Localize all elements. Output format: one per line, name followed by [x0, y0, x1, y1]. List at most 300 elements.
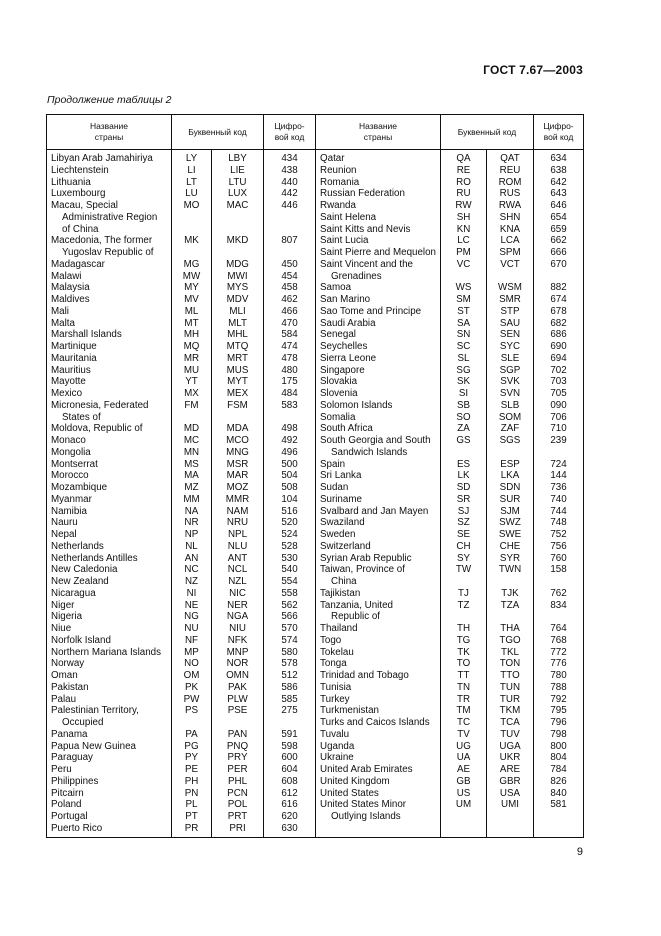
country-name-text: Papua New Guinea: [51, 740, 136, 752]
country-name-right-text: Russian Federation: [320, 188, 405, 200]
alpha3-code-right: SWE: [487, 529, 534, 541]
table-row: [47, 635, 584, 647]
alpha2-code: NF: [172, 635, 212, 647]
country-name-right-text: Singapore: [320, 364, 365, 376]
alpha3-code: LBY: [212, 150, 264, 165]
country-name-right: [316, 506, 441, 518]
numeric-code: 566: [264, 611, 316, 623]
numeric-code-right: [534, 576, 584, 588]
alpha3-code-right: SVK: [487, 376, 534, 388]
table-body: [47, 150, 584, 838]
country-name: [47, 224, 172, 236]
table-row: [47, 247, 584, 259]
country-name: [47, 200, 172, 212]
country-name-right-text: Saint Helena: [320, 211, 377, 223]
table-row: [47, 224, 584, 236]
alpha3-code: MHL: [212, 329, 264, 341]
country-name: [47, 459, 172, 471]
alpha2-code: [172, 212, 212, 224]
alpha2-code: PL: [172, 799, 212, 811]
numeric-code-right: 690: [534, 341, 584, 353]
numeric-code: 175: [264, 376, 316, 388]
header-country-name: Название страны: [47, 115, 172, 150]
table-row: [47, 776, 584, 788]
alpha3-code: [212, 212, 264, 224]
country-name: [47, 177, 172, 189]
alpha2-code: MG: [172, 259, 212, 271]
alpha3-code: NGA: [212, 611, 264, 623]
alpha2-code-right: SG: [441, 365, 487, 377]
alpha3-code: MAR: [212, 470, 264, 482]
header-numeric-code-right: Цифро- вой код: [534, 115, 584, 150]
alpha2-code-right: SZ: [441, 517, 487, 529]
alpha3-code-right: TJK: [487, 588, 534, 600]
alpha3-code-right: SGP: [487, 365, 534, 377]
alpha3-code: MSR: [212, 459, 264, 471]
country-name: [47, 799, 172, 811]
numeric-code-right: 795: [534, 705, 584, 717]
country-name-right-text: United States Minor: [320, 799, 407, 811]
table-row: [47, 165, 584, 177]
alpha3-code: PAN: [212, 729, 264, 741]
country-name-right: [316, 694, 441, 706]
country-name-right-text: Togo: [320, 634, 342, 646]
table-continuation-label: Продолжение таблицы 2: [47, 94, 172, 106]
alpha2-code: NP: [172, 529, 212, 541]
alpha3-code-right: TUN: [487, 682, 534, 694]
table-row: [47, 341, 584, 353]
alpha3-code: NOR: [212, 658, 264, 670]
alpha2-code-right: [441, 447, 487, 459]
alpha2-code-right: SR: [441, 494, 487, 506]
country-name-right-text: South Africa: [320, 423, 373, 435]
numeric-code: 498: [264, 423, 316, 435]
numeric-code: 480: [264, 365, 316, 377]
alpha2-code-right: SN: [441, 329, 487, 341]
alpha2-code-right: SE: [441, 529, 487, 541]
country-name-text: Netherlands: [51, 540, 104, 552]
numeric-code-right: 840: [534, 788, 584, 800]
alpha3-code: MLI: [212, 306, 264, 318]
country-name: [47, 470, 172, 482]
table-row: [47, 294, 584, 306]
table-row: [47, 200, 584, 212]
numeric-code: 508: [264, 482, 316, 494]
alpha3-code-right: LKA: [487, 470, 534, 482]
table-row: [47, 647, 584, 659]
numeric-code-right: 804: [534, 752, 584, 764]
alpha2-code: YT: [172, 376, 212, 388]
alpha3-code-right: KNA: [487, 224, 534, 236]
country-name-right: [316, 376, 441, 388]
country-name-right: [316, 623, 441, 635]
country-name-right-text: Seychelles: [320, 341, 368, 352]
country-name-text: Yugoslav Republic of: [62, 247, 154, 258]
country-name-right-text: Spain: [320, 458, 346, 470]
numeric-code-right: 674: [534, 294, 584, 306]
table-row: [47, 318, 584, 330]
country-name-right-text: Sandwich Islands: [331, 446, 408, 458]
alpha3-code-right: [487, 811, 534, 823]
country-name-right-text: Saudi Arabia: [320, 317, 376, 329]
country-name: [47, 247, 172, 259]
alpha2-code-right: PM: [441, 247, 487, 259]
country-name-text: States of: [62, 411, 101, 423]
country-name-right: [316, 705, 441, 717]
country-name-text: Martinique: [51, 341, 97, 352]
alpha2-code: MD: [172, 423, 212, 435]
country-name-right-text: Switzerland: [320, 540, 371, 552]
numeric-code: 530: [264, 553, 316, 565]
alpha3-code: NRU: [212, 517, 264, 529]
table-row: [47, 823, 584, 837]
alpha2-code: PT: [172, 811, 212, 823]
alpha3-code-right: SLB: [487, 400, 534, 412]
country-name-text: Mexico: [51, 388, 83, 399]
alpha2-code-right: AE: [441, 764, 487, 776]
table-row: [47, 600, 584, 612]
country-name-text: Liechtenstein: [51, 164, 109, 176]
alpha2-code: MT: [172, 318, 212, 330]
numeric-code-right: 090: [534, 400, 584, 412]
numeric-code: 598: [264, 741, 316, 753]
country-name-text: Nicaragua: [51, 587, 96, 599]
numeric-code: 496: [264, 447, 316, 459]
numeric-code: [264, 224, 316, 236]
country-name-right: [316, 400, 441, 412]
table-row: [47, 517, 584, 529]
numeric-code: 520: [264, 517, 316, 529]
country-name-right-text: Saint Pierre and Mequelon: [320, 247, 437, 258]
alpha3-code-right: CHE: [487, 541, 534, 553]
alpha2-code-right: SB: [441, 400, 487, 412]
alpha2-code: LU: [172, 188, 212, 200]
country-name: [47, 600, 172, 612]
country-name: [47, 564, 172, 576]
table-row: [47, 611, 584, 623]
alpha3-code-right: SHN: [487, 212, 534, 224]
numeric-code-right: 788: [534, 682, 584, 694]
numeric-code-right: [534, 271, 584, 283]
country-name-right-text: Uganda: [320, 740, 355, 752]
alpha3-code: LTU: [212, 177, 264, 189]
numeric-code-right: 705: [534, 388, 584, 400]
table-row: [47, 400, 584, 412]
table-row: [47, 329, 584, 341]
country-name-right-text: Slovenia: [320, 388, 358, 399]
country-name: [47, 541, 172, 553]
country-name-right-text: Swaziland: [320, 517, 365, 529]
country-name-right: [316, 212, 441, 224]
alpha2-code: NA: [172, 506, 212, 518]
country-name-right: [316, 150, 441, 165]
country-name-text: Puerto Rico: [51, 822, 103, 834]
numeric-code-right: 646: [534, 200, 584, 212]
table-row: [47, 150, 584, 165]
alpha2-code: PN: [172, 788, 212, 800]
country-name-right: [316, 564, 441, 576]
numeric-code-right: 666: [534, 247, 584, 259]
country-name-right: [316, 435, 441, 447]
alpha2-code: AN: [172, 553, 212, 565]
numeric-code-right: 634: [534, 150, 584, 165]
alpha2-code: NZ: [172, 576, 212, 588]
country-name-right-text: Tuvalu: [320, 728, 350, 740]
country-name-text: Peru: [51, 764, 72, 775]
numeric-code-right: 642: [534, 177, 584, 189]
numeric-code-right: [534, 611, 584, 623]
country-name-right: [316, 553, 441, 565]
country-name-right: [316, 647, 441, 659]
alpha3-code: NAM: [212, 506, 264, 518]
country-name: [47, 729, 172, 741]
numeric-code-right: 638: [534, 165, 584, 177]
alpha3-code-right: [487, 271, 534, 283]
alpha2-code: MM: [172, 494, 212, 506]
table-row: [47, 388, 584, 400]
numeric-code-right: 784: [534, 764, 584, 776]
numeric-code-right: 654: [534, 212, 584, 224]
alpha2-code-right: SA: [441, 318, 487, 330]
alpha3-code: LIE: [212, 165, 264, 177]
alpha2-code-right: UA: [441, 752, 487, 764]
table-row: [47, 459, 584, 471]
country-name: [47, 529, 172, 541]
alpha2-code-right: RU: [441, 188, 487, 200]
alpha2-code-right: RW: [441, 200, 487, 212]
numeric-code-right: 158: [534, 564, 584, 576]
numeric-code: [264, 247, 316, 259]
country-name-text: Marshall Islands: [51, 329, 122, 341]
country-name-text: Portugal: [51, 811, 88, 822]
numeric-code-right: 756: [534, 541, 584, 553]
alpha2-code-right: UM: [441, 799, 487, 811]
country-name: [47, 388, 172, 400]
numeric-code: 591: [264, 729, 316, 741]
country-name-right-text: Tajikistan: [320, 587, 361, 599]
country-name: [47, 482, 172, 494]
country-name-right-text: Republic of: [331, 611, 381, 623]
country-name: [47, 188, 172, 200]
alpha3-code-right: RUS: [487, 188, 534, 200]
numeric-code: 558: [264, 588, 316, 600]
numeric-code-right: 678: [534, 306, 584, 318]
numeric-code-right: 752: [534, 529, 584, 541]
table-header-row: [47, 115, 584, 150]
table-row: [47, 553, 584, 565]
alpha3-code: MYT: [212, 376, 264, 388]
alpha2-code: PR: [172, 823, 212, 837]
country-name-right-text: Somalia: [320, 411, 356, 423]
alpha2-code-right: ST: [441, 306, 487, 318]
country-name-right-text: Saint Lucia: [320, 235, 369, 247]
header-country-name-right: Название страны: [316, 115, 441, 150]
alpha3-code-right: SJM: [487, 506, 534, 518]
numeric-code: 470: [264, 318, 316, 330]
numeric-code: 454: [264, 271, 316, 283]
alpha2-code-right: LC: [441, 235, 487, 247]
alpha3-code: LUX: [212, 188, 264, 200]
alpha3-code: MKD: [212, 235, 264, 247]
country-name-right-text: Tunisia: [320, 681, 352, 693]
numeric-code-right: 834: [534, 600, 584, 612]
alpha3-code-right: TGO: [487, 635, 534, 647]
alpha3-code-right: ARE: [487, 764, 534, 776]
numeric-code-right: 144: [534, 470, 584, 482]
country-name: [47, 365, 172, 377]
numeric-code-right: 800: [534, 741, 584, 753]
country-name: [47, 517, 172, 529]
country-name: [47, 635, 172, 647]
header-alpha-code-right: Буквенный код: [441, 115, 534, 150]
alpha2-code: [172, 247, 212, 259]
table-row: [47, 717, 584, 729]
country-name: [47, 553, 172, 565]
alpha3-code-right: VCT: [487, 259, 534, 271]
country-name: [47, 694, 172, 706]
table-row: [47, 376, 584, 388]
alpha2-code-right: TO: [441, 658, 487, 670]
alpha2-code: NU: [172, 623, 212, 635]
document-code: ГОСТ 7.67—2003: [483, 63, 583, 77]
alpha3-code-right: SUR: [487, 494, 534, 506]
country-name-text: Mayotte: [51, 376, 86, 388]
numeric-code-right: 772: [534, 647, 584, 659]
numeric-code: 554: [264, 576, 316, 588]
country-name-right-text: Syrian Arab Republic: [320, 552, 412, 564]
header-numeric-code: Цифро- вой код: [264, 115, 316, 150]
alpha2-code-right: TM: [441, 705, 487, 717]
alpha2-code: NC: [172, 564, 212, 576]
country-name: [47, 647, 172, 659]
country-name: [47, 752, 172, 764]
country-name-right: [316, 729, 441, 741]
numeric-code: 442: [264, 188, 316, 200]
numeric-code-right: 736: [534, 482, 584, 494]
alpha3-code-right: REU: [487, 165, 534, 177]
alpha3-code-right: TKM: [487, 705, 534, 717]
alpha3-code-right: SDN: [487, 482, 534, 494]
country-name-right-text: Senegal: [320, 329, 356, 341]
country-name: [47, 259, 172, 271]
alpha2-code-right: SO: [441, 412, 487, 424]
country-name-right-text: Turkey: [320, 693, 350, 705]
country-name-text: Netherlands Antilles: [51, 552, 138, 564]
alpha3-code: [212, 224, 264, 236]
numeric-code: 570: [264, 623, 316, 635]
numeric-code: 608: [264, 776, 316, 788]
numeric-code-right: 740: [534, 494, 584, 506]
numeric-code-right: [534, 811, 584, 823]
alpha2-code-right: QA: [441, 150, 487, 165]
numeric-code: 583: [264, 400, 316, 412]
country-name-text: Nigeria: [51, 611, 83, 623]
country-name-text: Macedonia, The former: [51, 235, 153, 247]
alpha3-code-right: [487, 823, 534, 837]
country-name-right-text: Thailand: [320, 623, 358, 634]
numeric-code: 434: [264, 150, 316, 165]
numeric-code: 528: [264, 541, 316, 553]
country-name-right-text: South Georgia and South: [320, 435, 431, 446]
country-name-right: [316, 459, 441, 471]
country-name-text: Nauru: [51, 517, 78, 529]
numeric-code: 600: [264, 752, 316, 764]
numeric-code: 630: [264, 823, 316, 837]
country-name-text: Pakistan: [51, 681, 89, 693]
alpha3-code-right: SAU: [487, 318, 534, 330]
numeric-code: [264, 412, 316, 424]
country-name-right: [316, 165, 441, 177]
alpha3-code: NIC: [212, 588, 264, 600]
country-name-text: Niue: [51, 623, 72, 634]
country-name-right-text: Turkmenistan: [320, 705, 379, 717]
alpha2-code: MS: [172, 459, 212, 471]
country-name-right-text: Samoa: [320, 282, 352, 294]
alpha3-code: FSM: [212, 400, 264, 412]
alpha3-code-right: SGS: [487, 435, 534, 447]
country-name: [47, 811, 172, 823]
alpha3-code: PER: [212, 764, 264, 776]
alpha3-code: POL: [212, 799, 264, 811]
table-row: [47, 529, 584, 541]
alpha3-code: [212, 717, 264, 729]
numeric-code-right: 724: [534, 459, 584, 471]
country-name: [47, 576, 172, 588]
country-name-right: [316, 600, 441, 612]
alpha2-code-right: TN: [441, 682, 487, 694]
alpha2-code-right: SJ: [441, 506, 487, 518]
alpha3-code: PSE: [212, 705, 264, 717]
numeric-code-right: 659: [534, 224, 584, 236]
country-name-right: [316, 271, 441, 283]
country-name: [47, 376, 172, 388]
alpha2-code-right: [441, 576, 487, 588]
alpha2-code-right: RO: [441, 177, 487, 189]
numeric-code: 492: [264, 435, 316, 447]
country-name-right-text: Suriname: [320, 493, 362, 505]
alpha3-code: [212, 247, 264, 259]
country-name: [47, 658, 172, 670]
alpha2-code-right: SI: [441, 388, 487, 400]
alpha2-code-right: LK: [441, 470, 487, 482]
table-row: [47, 365, 584, 377]
numeric-code-right: [534, 823, 584, 837]
table-row: [47, 271, 584, 283]
numeric-code-right: [534, 447, 584, 459]
alpha3-code: NZL: [212, 576, 264, 588]
numeric-code: 580: [264, 647, 316, 659]
country-name-right-text: Sierra Leone: [320, 352, 377, 364]
country-name: [47, 306, 172, 318]
country-name: [47, 329, 172, 341]
table-row: [47, 259, 584, 271]
alpha3-code-right: TWN: [487, 564, 534, 576]
alpha2-code-right: TC: [441, 717, 487, 729]
numeric-code: 620: [264, 811, 316, 823]
country-name-right: [316, 588, 441, 600]
alpha3-code-right: UMI: [487, 799, 534, 811]
country-name-text: Maldives: [51, 294, 90, 305]
alpha3-code: NCL: [212, 564, 264, 576]
table-row: [47, 658, 584, 670]
alpha3-code: NLU: [212, 541, 264, 553]
alpha3-code-right: WSM: [487, 282, 534, 294]
alpha2-code: PE: [172, 764, 212, 776]
alpha2-code-right: TR: [441, 694, 487, 706]
country-name: [47, 235, 172, 247]
country-name-text: Montserrat: [51, 458, 98, 470]
alpha3-code-right: TUR: [487, 694, 534, 706]
